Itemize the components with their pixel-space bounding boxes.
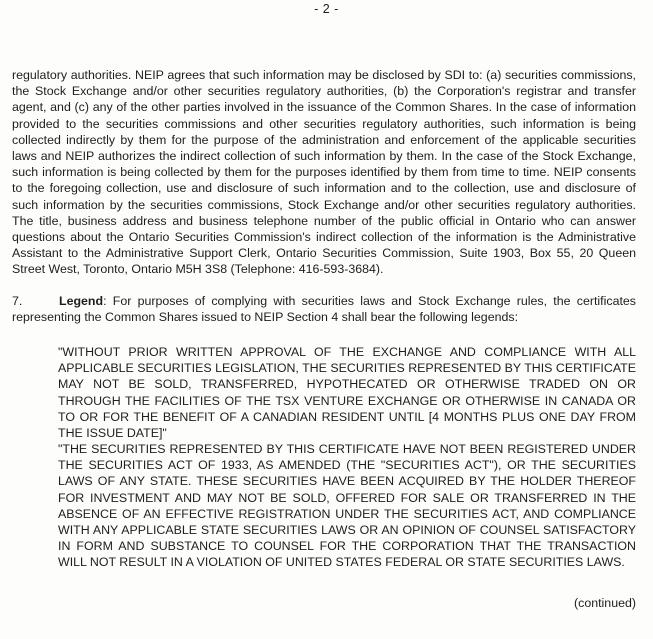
section-body: For purposes of complying with securities laws and Stock Exchange rules, the certificates representing the Common Shares issued to NEIP Section 4 shall bear the following legends: bbox=[12, 294, 636, 325]
continued-note: (continued) bbox=[574, 596, 636, 610]
section-7-legend bbox=[12, 293, 636, 325]
page-number: - 2 - bbox=[314, 2, 339, 16]
legend-tsx-venture: "WITHOUT PRIOR WRITTEN APPROVAL OF THE EXCHANGE AND COMPLIANCE WITH ALL APPLICABLE SECURITIES LEGISLATION, THE SECURITIES REPRESENTED BY THIS CERTIFICATE MAY NOT BE SOLD, TRANSFERRED, HYPOTHECATED OR OTHERWISE TRADED ON OR THROUGH THE FACILITIES OF THE TSX VENTURE EXCHANGE OR OTHERWISE IN CANADA OR TO OR FOR THE BENEFIT OF A CANADIAN RESIDENT UNTIL [4 MONTHS PLUS ONE DAY FROM THE ISSUE DATE]" bbox=[58, 345, 636, 441]
section-number: 7. bbox=[12, 294, 23, 308]
legend-us-securities-act: "THE SECURITIES REPRESENTED BY THIS CERTIFICATE HAVE NOT BEEN REGISTERED UNDER THE SECURITIES ACT OF 1933, AS AMENDED (THE "SECURITIES ACT"), OR THE SECURITIES LAWS OF ANY STATE. THESE SECURITIES HAVE BEEN ACQUIRED BY THE HOLDER THEREOF FOR INVESTMENT AND MAY NOT BE SOLD, OFFERED FOR SALE OR TRANSFERRED IN THE ABSENCE OF AN EFFECTIVE REGISTRATION UNDER THE SECURITIES ACT, AND COMPLIANCE WITH ANY APPLICABLE STATE SECURITIES LAWS OR AN OPINION OF COUNSEL SATISFACTORY IN FORM AND SUBSTANCE TO COUNSEL FOR THE CORPORATION THAT THE TRANSACTION WILL NOT RESULT IN A VIOLATION OF UNITED STATES FEDERAL OR STATE SECURITIES LAWS. bbox=[58, 442, 636, 570]
paragraph-privacy-disclosure: regulatory authorities. NEIP agrees that such information may be disclosed by SDI to: (a) securities commissions, the Stock Exchange and/or other securities regulatory authorities, (b) the Corporation's registrar and transfer agent, and (c) any of the other parties involved in the issuance of the Common Shares. In the case of information provided to the securities commissions and other securities regulatory authorities, such information is being collected indirectly by them for the purpose of the administration and enforcement of the applicable securities laws and NEIP authorizes the indirect collection of such information by them. In the case of the Stock Exchange, such information is being collected by them for the purposes identified by them from time to time. NEIP consents to the foregoing collection, use and disclosure of such information and to the collection, use and disclosure of such information by the securities commissions, Stock Exchange and/or other securities regulatory authorities. The title, business address and business telephone number of the public official in Ontario who can answer questions about the Ontario Securities Commission's indirect collection of the information is the Administrative Assistant to the Administrative Support Clerk, Ontario Securities Commission, Suite 1903, Box 55, 20 Queen Street West, Toronto, Ontario M5H 3S8 (Telephone: 416-593-3684). bbox=[12, 68, 636, 277]
section-title: Legend bbox=[59, 294, 104, 308]
section-separator: : bbox=[103, 294, 113, 308]
